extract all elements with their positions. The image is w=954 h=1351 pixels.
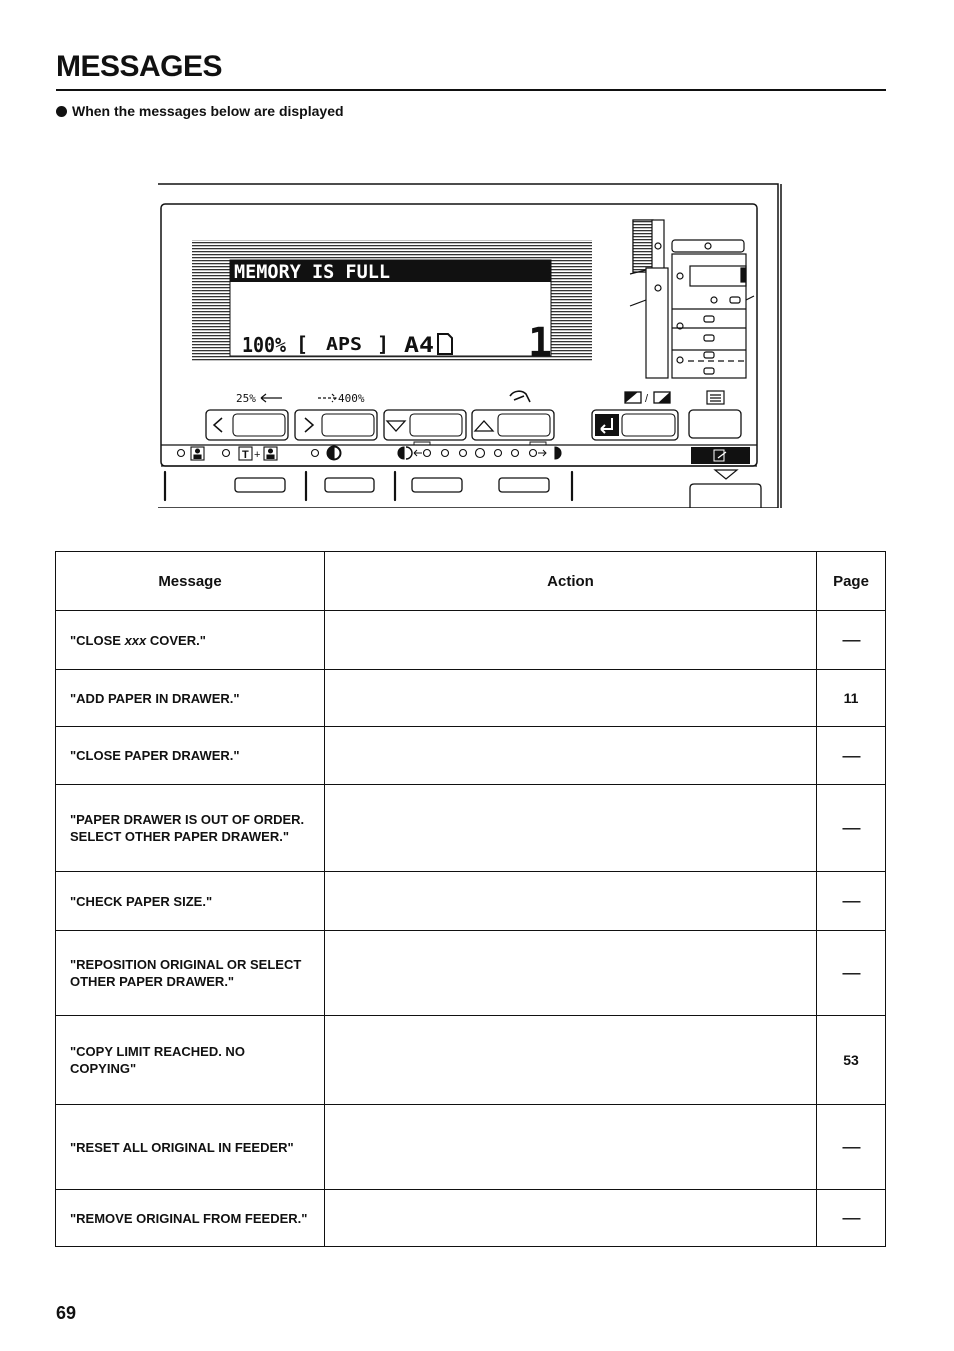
action-cell [325,785,817,872]
bullet-icon [56,106,67,117]
page-cell: ------ [817,931,886,1016]
table-row [56,727,886,785]
lcd-mode: APS [326,334,362,355]
cursor-down-button[interactable] [384,410,466,440]
page-cell: ------ [817,785,886,872]
zoom-max-label: 400% [338,392,365,405]
image-quality-button[interactable] [325,478,374,492]
lcd-message: MEMORY IS FULL [234,261,390,283]
action-cell [325,931,817,1016]
enter-button[interactable] [592,410,678,440]
page-cell: ------ [817,727,886,785]
zoom-up-button[interactable] [295,410,377,440]
job-build-indicator [691,447,750,464]
cursor-up-button[interactable] [472,410,554,440]
operation-panel-illustration [158,182,782,508]
page-cell: 53 [817,1016,886,1105]
message-cell: "PAPER DRAWER IS OUT OF ORDER. SELECT OTHER PAPER DRAWER." [56,785,325,872]
action-cell [325,872,817,931]
page-cell: 11 [817,670,886,727]
column-header-message: Message [56,552,325,611]
table-row [56,670,886,727]
table-row [56,1105,886,1190]
action-cell [325,1016,817,1105]
exposure-lighter-button[interactable] [412,478,462,492]
image-mode-indicators [178,447,341,462]
hand-icon [510,391,530,402]
message-cell: "RESET ALL ORIGINAL IN FEEDER" [56,1105,325,1190]
title-underline [56,89,886,91]
message-cell: "REPOSITION ORIGINAL OR SELECT OTHER PAPER DRAWER." [56,931,325,1016]
zoom-down-button[interactable] [206,410,288,440]
message-cell: "CHECK PAPER SIZE." [56,872,325,931]
duplex-icon [625,392,670,405]
page-cell: ------ [817,1105,886,1190]
svg-text:/: / [645,393,649,405]
zoom-min-label: 25% [236,392,256,405]
action-cell [325,727,817,785]
message-cell: "COPY LIMIT REACHED. NO COPYING" [56,1016,325,1105]
column-header-page: Page [817,552,886,611]
exposure-darker-button[interactable] [499,478,549,492]
action-cell [325,670,817,727]
table-row [56,1190,886,1247]
lcd-zoom: 100% [242,333,286,357]
job-build-button[interactable] [690,484,761,508]
page-cell: ------ [817,611,886,670]
action-cell [325,611,817,670]
action-cell [325,1105,817,1190]
page-cell: ------ [817,1190,886,1247]
table-row [56,1016,886,1105]
messages-table [55,551,886,1247]
lcd-copy-count: 1 [528,320,553,366]
image-mode-button[interactable] [235,478,285,492]
page-cell: ------ [817,872,886,931]
machine-status-diagram [630,220,754,378]
exposure-light-icon [398,447,404,459]
message-cell: "REMOVE ORIGINAL FROM FEEDER." [56,1190,325,1247]
page-title: MESSAGES [56,50,223,83]
intro-line [56,103,344,119]
action-cell [325,1190,817,1247]
menu-list-icon [707,391,724,404]
column-header-action: Action [325,552,817,611]
exposure-dark-icon [555,447,561,459]
lcd-bracket-left: [ [296,332,309,356]
table-row [56,872,886,931]
svg-text:+: + [254,449,261,461]
message-cell: "CLOSE PAPER DRAWER." [56,727,325,785]
page-number: 69 [56,1303,77,1323]
triangle-down-icon [715,470,737,479]
table-row [56,611,886,670]
table-header-row [56,552,886,611]
message-cell: "CLOSE xxx COVER." [56,611,325,670]
lcd-paper-size: A4 [404,333,434,357]
svg-text:T: T [242,449,249,461]
lcd-bracket-right: ] [377,332,390,356]
table-row [56,785,886,872]
table-row [56,931,886,1016]
intro-text: When the messages below are displayed [72,103,344,119]
message-cell: "ADD PAPER IN DRAWER." [56,670,325,727]
menu-button[interactable] [689,410,741,438]
